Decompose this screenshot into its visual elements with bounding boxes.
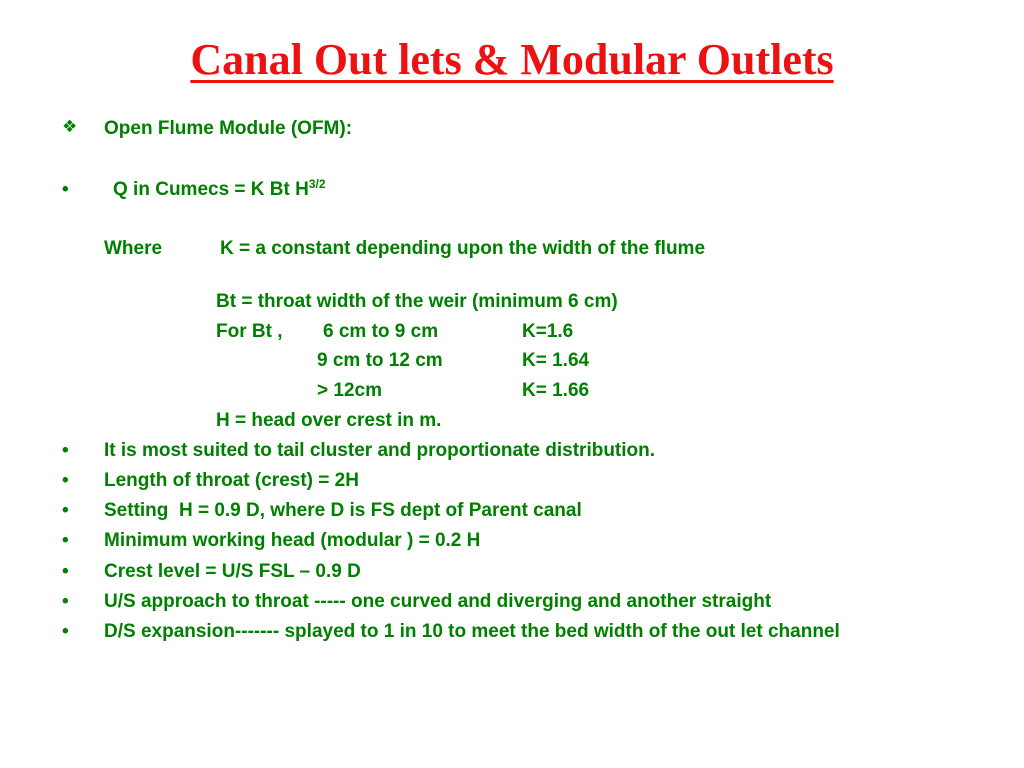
list-item: D/S expansion------- splayed to 1 in 10 to meet the bed width of the out let channel	[104, 621, 840, 642]
bt-definition: Bt = throat width of the weir (minimum 6 cm)	[216, 291, 618, 312]
k-definition: K = a constant depending upon the width of the flume	[220, 238, 706, 259]
slide-title: Canal Out lets & Modular Outlets	[190, 35, 834, 84]
bullet-icon: •	[62, 561, 69, 582]
bullet-icon: •	[62, 530, 69, 551]
formula-exponent: 3/2	[308, 177, 326, 191]
ofm-heading: Open Flume Module (OFM):	[104, 118, 353, 139]
range-row-3: > 12cm	[317, 380, 382, 401]
bullet-icon: •	[62, 440, 69, 461]
range-row-1: 6 cm to 9 cm	[323, 321, 439, 342]
diamond-bullet-icon: ❖	[62, 117, 78, 136]
formula-text: Q in Cumecs = K Bt H	[113, 179, 309, 200]
bullet-icon: •	[62, 621, 69, 642]
list-item: Length of throat (crest) = 2H	[104, 470, 359, 491]
k-value-row-2: K= 1.64	[522, 350, 590, 371]
list-item: Setting H = 0.9 D, where D is FS dept of Parent canal	[104, 500, 582, 521]
h-definition: H = head over crest in m.	[216, 410, 442, 431]
formula-line	[113, 179, 326, 202]
list-item: U/S approach to throat ----- one curved and diverging and another straight	[104, 591, 772, 612]
k-value-row-3: K= 1.66	[522, 380, 590, 401]
range-row-2: 9 cm to 12 cm	[317, 350, 443, 371]
bullet-icon: •	[62, 591, 69, 612]
k-value-row-1: K=1.6	[522, 321, 574, 342]
bullet-icon: •	[62, 470, 69, 491]
where-label: Where	[104, 238, 163, 259]
bullet-icon: •	[62, 179, 69, 200]
bullet-icon: •	[62, 500, 69, 521]
list-item: Minimum working head (modular ) = 0.2 H	[104, 530, 481, 551]
for-bt-label: For Bt ,	[216, 321, 283, 342]
list-item: Crest level = U/S FSL – 0.9 D	[104, 561, 361, 582]
list-item: It is most suited to tail cluster and proportionate distribution.	[104, 440, 656, 461]
